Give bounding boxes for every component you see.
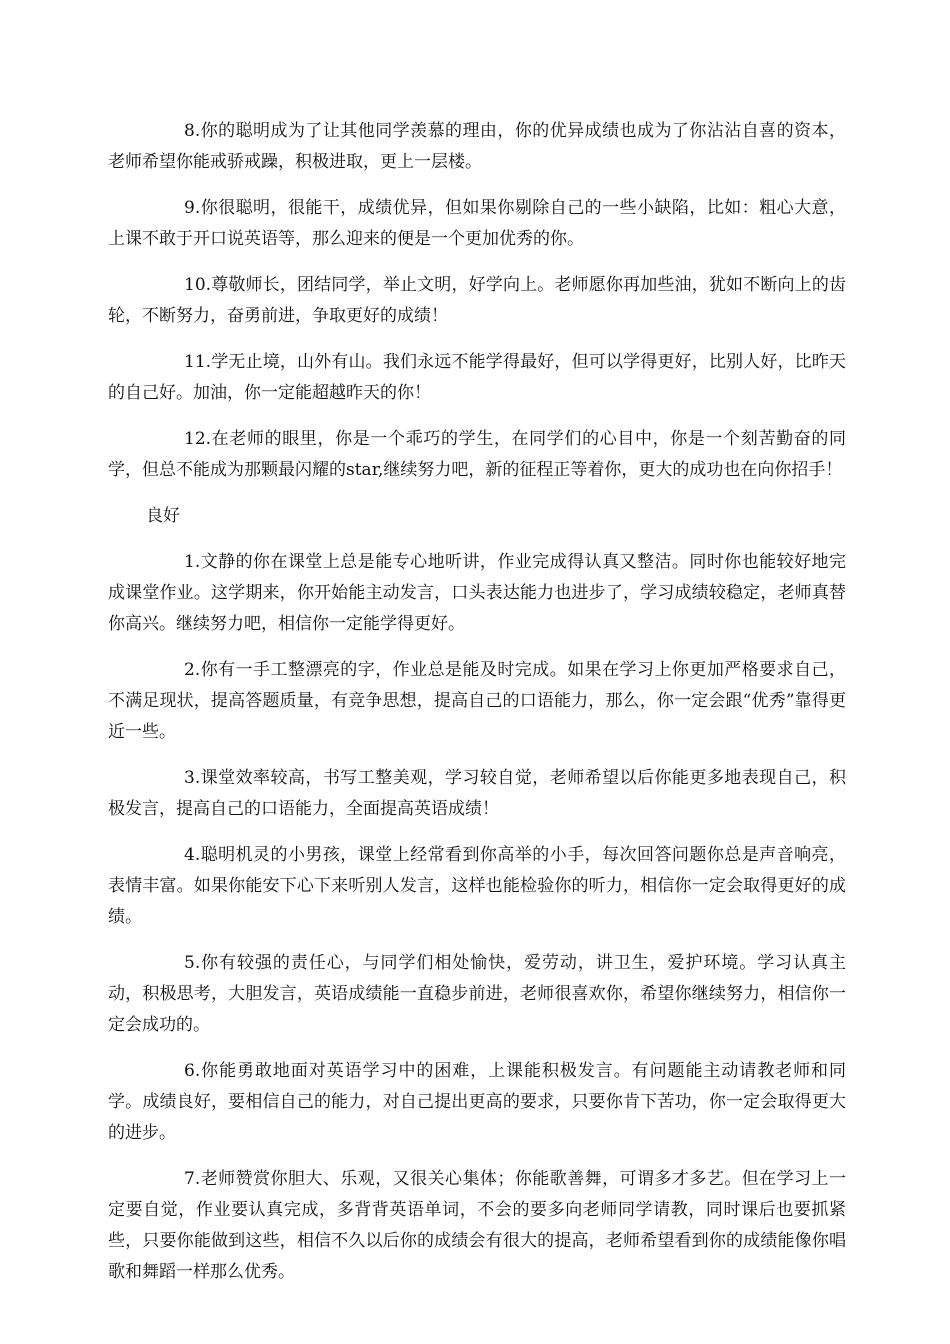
item-number: 5. (184, 953, 201, 973)
comment-paragraph (108, 1056, 846, 1149)
section-heading: 良好 (146, 506, 180, 526)
comment-paragraph (108, 116, 846, 178)
comment-paragraph (108, 763, 846, 825)
item-number: 2. (184, 660, 201, 680)
comment-paragraph (108, 840, 846, 933)
item-text: 你很聪明，很能干，成绩优异，但如果你剔除自己的一些小缺陷，比如：粗心大意，上课不敢于开口说英语等，那么迎来的便是一个更加优秀的你。 (108, 198, 846, 249)
item-text: 老师赞赏你胆大、乐观，又很关心集体；你能歌善舞，可谓多才多艺。但在学习上一定要自觉，作业要认真完成，多背背英语单词，不会的要多向老师同学请教，同时课后也要抓紧些，只要你能做到这些，相信不久以后你的成绩会有很大的提高，老师希望看到你的成绩能像你唱歌和舞蹈一样那么优秀。 (108, 1169, 846, 1282)
item-number: 6. (184, 1061, 201, 1081)
comment-paragraph (108, 347, 846, 409)
item-number: 10. (184, 275, 212, 295)
comment-paragraph (108, 424, 846, 486)
comment-paragraph (108, 547, 846, 640)
comment-paragraph (108, 948, 846, 1041)
comment-paragraph (108, 193, 846, 255)
comment-paragraph (108, 655, 846, 748)
item-number: 4. (184, 845, 201, 865)
item-number: 9. (184, 198, 201, 218)
item-number: 7. (184, 1169, 201, 1189)
item-text: 你有一手工整漂亮的字，作业总是能及时完成。如果在学习上你更加严格要求自己，不满足现状，提高答题质量，有竞争思想，提高自己的口语能力，那么，你一定会跟“优秀”靠得更近一些。 (108, 660, 846, 742)
item-text: 在老师的眼里，你是一个乖巧的学生，在同学们的心目中，你是一个刻苦勤奋的同学，但总不能成为那颗最闪耀的star,继续努力吧，新的征程正等着你，更大的成功也在向你招手！ (108, 429, 846, 480)
item-number: 1. (184, 552, 201, 572)
item-text: 学无止境，山外有山。我们永远不能学得最好，但可以学得更好，比别人好，比昨天的自己好。加油，你一定能超越昨天的你！ (108, 352, 846, 403)
item-number: 11. (184, 352, 212, 372)
item-number: 3. (184, 768, 201, 788)
item-text: 聪明机灵的小男孩，课堂上经常看到你高举的小手，每次回答问题你总是声音响亮，表情丰富。如果你能安下心下来听别人发言，这样也能检验你的听力，相信你一定会取得更好的成绩。 (108, 845, 846, 927)
comment-paragraph (108, 270, 846, 332)
item-text: 文静的你在课堂上总是能专心地听讲，作业完成得认真又整洁。同时你也能较好地完成课堂作业。这学期来，你开始能主动发言，口头表达能力也进步了，学习成绩较稳定，老师真替你高兴。继续努力吧，相信你一定能学得更好。 (108, 552, 846, 634)
item-text: 你有较强的责任心，与同学们相处愉快，爱劳动，讲卫生，爱护环境。学习认真主动，积极思考，大胆发言，英语成绩能一直稳步前进，老师很喜欢你，希望你继续努力，相信你一定会成功的。 (108, 953, 846, 1035)
comment-paragraph (108, 1164, 846, 1288)
item-number: 8. (184, 121, 201, 141)
item-text: 你的聪明成为了让其他同学羡慕的理由，你的优异成绩也成为了你沾沾自喜的资本，老师希望你能戒骄戒躁，积极进取，更上一层楼。 (108, 121, 846, 172)
item-text: 课堂效率较高，书写工整美观，学习较自觉，老师希望以后你能更多地表现自己，积极发言，提高自己的口语能力，全面提高英语成绩！ (108, 768, 846, 819)
item-text: 尊敬师长，团结同学，举止文明，好学向上。老师愿你再加些油，犹如不断向上的齿轮，不断努力，奋勇前进，争取更好的成绩！ (108, 275, 846, 326)
item-text: 你能勇敢地面对英语学习中的困难，上课能积极发言。有问题能主动请教老师和同学。成绩良好，要相信自己的能力，对自己提出更高的要求，只要你肯下苦功，你一定会取得更大的进步。 (108, 1061, 846, 1143)
document-body (108, 116, 846, 1303)
item-number: 12. (184, 429, 212, 449)
